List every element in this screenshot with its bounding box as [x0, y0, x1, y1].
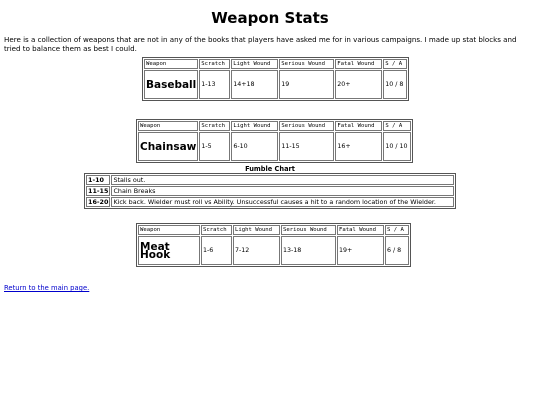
fumble-range: 11-15 — [88, 187, 109, 195]
intro-text: Here is a collection of weapons that are not in any of the books that players have asked me for in various campaigns. I made up stat blocks and tried to balance them as best I could. — [4, 35, 517, 53]
col-header-light-wound: Light Wound — [231, 121, 278, 131]
table-row — [138, 132, 411, 161]
sa-value: 6 / 8 — [385, 236, 409, 265]
page-title: Weapon Stats — [211, 9, 329, 27]
col-header-weapon: Weapon — [138, 121, 198, 131]
table-row — [86, 186, 454, 196]
weapon-table-meat-hook — [136, 223, 411, 267]
table-row — [144, 70, 407, 99]
table-header-row — [144, 59, 407, 69]
scratch-value: 1-6 — [201, 236, 232, 265]
weapon-table-baseball — [142, 57, 409, 101]
col-header-light-wound: Light Wound — [233, 225, 280, 235]
table-row — [86, 197, 454, 207]
fumble-range: 16-20 — [88, 198, 109, 206]
serious-wound-value: 19 — [279, 70, 334, 99]
light-wound-value: 7-12 — [233, 236, 280, 265]
col-header-fatal-wound: Fatal Wound — [335, 59, 382, 69]
col-header-fatal-wound: Fatal Wound — [335, 121, 382, 131]
serious-wound-value: 13-18 — [281, 236, 336, 265]
col-header-serious-wound: Serious Wound — [281, 225, 336, 235]
fatal-wound-value: 16+ — [335, 132, 382, 161]
fatal-wound-value: 19+ — [337, 236, 384, 265]
scratch-value: 1-13 — [199, 70, 230, 99]
return-main-page-link[interactable]: Return to the main page. — [4, 284, 90, 292]
fumble-chart-title: Fumble Chart — [245, 165, 295, 173]
table-row — [86, 175, 454, 185]
col-header-serious-wound: Serious Wound — [279, 121, 334, 131]
col-header-scratch: Scratch — [199, 59, 230, 69]
table-header-row — [138, 225, 409, 235]
fumble-effect: Kick back. Wielder must roll vs Ability. Unsuccessful causes a hit to a random location of the Wielder. — [111, 197, 454, 207]
fumble-effect: Stalls out. — [111, 175, 454, 185]
col-header-light-wound: Light Wound — [231, 59, 278, 69]
col-header-serious-wound: Serious Wound — [279, 59, 334, 69]
col-header-weapon: Weapon — [138, 225, 200, 235]
col-header-scratch: Scratch — [199, 121, 230, 131]
col-header-fatal-wound: Fatal Wound — [337, 225, 384, 235]
fumble-effect: Chain Breaks — [111, 186, 454, 196]
col-header-sa: S / A — [383, 59, 407, 69]
fumble-chart-table — [84, 173, 456, 209]
col-header-scratch: Scratch — [201, 225, 232, 235]
table-header-row — [138, 121, 411, 131]
light-wound-value: 6-10 — [231, 132, 278, 161]
sa-value: 10 / 10 — [383, 132, 411, 161]
col-header-weapon: Weapon — [144, 59, 198, 69]
sa-value: 10 / 8 — [383, 70, 407, 99]
serious-wound-value: 11-15 — [279, 132, 334, 161]
scratch-value: 1-5 — [199, 132, 230, 161]
weapon-table-chainsaw — [136, 119, 413, 163]
fatal-wound-value: 20+ — [335, 70, 382, 99]
weapon-name: Meat Hook — [138, 236, 200, 265]
table-row — [138, 236, 409, 265]
weapon-name: Chainsaw — [138, 132, 198, 161]
col-header-sa: S / A — [385, 225, 409, 235]
fumble-range: 1-10 — [86, 175, 110, 185]
col-header-sa: S / A — [383, 121, 411, 131]
weapon-name: Baseball — [144, 70, 198, 99]
light-wound-value: 14+18 — [231, 70, 278, 99]
